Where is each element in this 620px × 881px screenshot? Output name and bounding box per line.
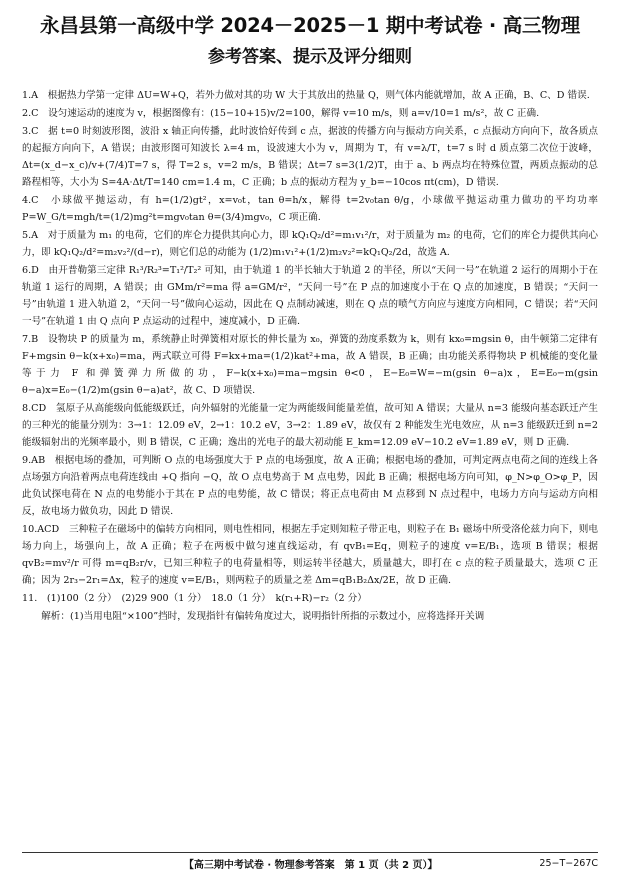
footer-page-label: 【高三期中考试卷 · 物理参考答案 第 1 页（共 2 页）】 xyxy=(183,860,438,871)
answer-text: 据 t=0 时刻波形图，波沿 x 轴正向传播，此时波恰好传到 c 点，据波的传播方向与振动方向关系，c 点振动方向向下，故各质点的起振方向向下，A 错误；由波形图可知波长 λ=4 m，设波速大小为 v，周期为 T，有 v=λ/T，t=7 s 时 d 质点第二次位于波峰，Δt=(x_d−x_c)/v+(7/4)T=7 s，得 T=2 s，v=2 m/s，B 错误；Δt=7 s=3(1/2)T，由于 a、b 两点均在特殊位置，两质点振动的总路程相等，大小为 S=4A·Δt/T=140 cm=1.4 m，C 正确；b 点的振动方程为 y_b=−10cos πt(cm)，D 错误. xyxy=(22,126,599,188)
answer-3 xyxy=(22,123,598,191)
answer-11-analysis xyxy=(22,608,598,625)
answer-7 xyxy=(22,331,598,399)
page-subtitle: 参考答案、提示及评分细则 xyxy=(208,47,412,67)
answer-number: 8.CD xyxy=(22,403,47,414)
answer-8 xyxy=(22,400,598,451)
answer-text: 设匀速运动的速度为 v，根据图像有：(15−10+15)v/2=100，解得 v=10 m/s，则 a=v/10=1 m/s²，故 C 正确. xyxy=(48,108,540,119)
answer-number: 6.D xyxy=(22,265,39,276)
answer-text: 设物块 P 的质量为 m，系统静止时弹簧相对原长的伸长量为 x₀，弹簧的劲度系数为 k，则有 kx₀=mgsin θ，由牛顿第二定律有 F+mgsin θ−k(x+x₀)=ma，两式联立可得 F=kx+ma=(1/2)kat²+ma，故 A 错误，B 正确；由功能关系得物块 P 机械能的变化量等于力 F 和弹簧弹力所做的功，F−k(x+x₀)=ma−mgsin θ<0，E−E₀=W=−m(gsin θ−a)x，E=E₀−m(gsin θ−a)x=E₀−(1/2)m(gsin θ−a)at²，故 C、D 项错误. xyxy=(22,334,599,396)
answer-number: 1.A xyxy=(22,90,39,101)
answer-number: 3.C xyxy=(22,126,39,137)
answer-6 xyxy=(22,262,598,330)
answer-text: 根据电场的叠加，可判断 O 点的电场强度大于 P 点的电场强度，故 A 正确；根据电场的叠加，可判定两点电荷之间的连线上各点场强方向沿着两点电荷连线由 +Q 指向 −Q，故 O 点电势高于 M 点电势，因此 B 正确；根据电场方向可知，φ_N>φ_O>φ_P，因此负试探电荷在 N 点的电势能小于其在 P 点的电势能，故 C 错误；将正点电荷由 M 点移到 N 点过程中，电场力方向与运动方向相反，故电场力做负功，因此 D 错误. xyxy=(22,455,599,517)
answer-10 xyxy=(22,521,598,589)
answer-number: 10.ACD xyxy=(22,524,60,535)
answer-text: 对于质量为 m₁ 的电荷，它们的库仑力提供其向心力，即 kQ₁Q₂/d²=m₁v₁²/r，对于质量为 m₂ 的电荷，它们的库仑力提供其向心力，即 kQ₁Q₂/d²=m₂v₂²/(d−r)，则它们总的动能为 (1/2)m₁v₁²+(1/2)m₂v₂²=kQ₁Q₂/2d，故选 A. xyxy=(22,230,599,258)
answer-text: (1)100（2 分） (2)29 900（1 分） 18.0（1 分） k(r₁+R)−r₂（2 分） xyxy=(46,593,367,604)
page-title: 永昌县第一高级中学 2024－2025－1 期中考试卷 · 高三物理 xyxy=(40,14,580,37)
page-footer xyxy=(22,852,598,871)
answer-9 xyxy=(22,452,598,520)
answer-1 xyxy=(22,87,598,104)
answer-11 xyxy=(22,590,598,607)
answer-list xyxy=(22,87,598,625)
answer-number: 4.C xyxy=(22,195,39,206)
answer-number: 2.C xyxy=(22,108,39,119)
answer-text: 由开普勒第三定律 R₁³/R₂³=T₁²/T₂² 可知，由于轨道 1 的半长轴大于轨道 2 的半径，所以“天问一号”在轨道 2 运行的周期小于在轨道 1 运行的周期，A 错误；由 GMm/r²=ma 得 a=GM/r²，“天问一号”在 P 点的加速度小于在 Q 点的加速度，B 错误；“天问一号”由轨道 1 进入轨道 2，“天问一号”做向心运动，因此在 Q 点制动减速，则在 Q 点的喷气方向应与速度方向相同，C 错误；若“天问一号”在轨道 1 由 Q 点向 P 点运动的过程中，速度减小，D 正确. xyxy=(22,265,599,327)
footer-code: 25−T−267C xyxy=(539,858,598,869)
answer-2 xyxy=(22,105,598,122)
answer-4 xyxy=(22,192,598,226)
answer-number: 11. xyxy=(22,593,38,604)
answer-5 xyxy=(22,227,598,261)
answer-text: 根据热力学第一定律 ΔU=W+Q，若外力做对其的功 W 大于其放出的热量 Q，则气体内能就增加，故 A 正确，B、C、D 错误. xyxy=(47,90,590,101)
answer-text: 氢原子从高能级向低能级跃迁，向外辐射的光能量一定为两能级间能量差值，故可知 A 错误；大量从 n=3 能级向基态跃迁产生的三种光的能量分别为：3→1：12.09 eV，2→1：10.2 eV，3→2：1.89 eV，故仅有 2 种能发生光电效应，从 n=3 能级跃迁到 n=2 能级辐射出的光频率最小，则 B 错误，C 正确；逸出的光电子的最大初动能 E_km=12.09 eV−10.2 eV=1.89 eV，则 D 正确. xyxy=(22,403,598,448)
answer-number: 7.B xyxy=(22,334,39,345)
answer-text: 三种粒子在磁场中的偏转方向相同，则电性相同，根据左手定则知粒子带正电，则粒子在 B₁ 磁场中所受洛伦兹力向下，则电场力向上，场强向上，故 A 正确；粒子在两板中做匀速直线运动，有 qvB₁=Eq，则粒子的速度 v=E/B₁，选项 B 错误；根据 qvB₂=mv²/r 可得 m=qB₂r/v，已知三种粒子的电荷量相等，则运转半径越大，质量越大，即打在 c 点的粒子质量最大，选项 C 正确；因为 2r₃−2r₁=Δx，粒子的速度 v=E/B₁，则两粒子的质量之差 Δm=qB₁B₂Δx/2E，故 D 正确. xyxy=(22,524,599,586)
answer-text: 小球做平抛运动，有 h=(1/2)gt²，x=v₀t，tan θ=h/x，解得 t=2v₀tan θ/g，小球做平抛运动重力做功的平均功率 P=W_G/t=mgh/t=(1/2)mg²t=mgv₀tan θ=(3/4)mgv₀，C 项正确. xyxy=(22,195,599,223)
answer-number: 5.A xyxy=(22,230,39,241)
answer-text: 解析：(1)当用电阻“×100”挡时，发现指针有偏转角度过大，说明指针所指的示数过小，应将选择开关调 xyxy=(41,611,485,622)
answer-number: 9.AB xyxy=(22,455,46,466)
